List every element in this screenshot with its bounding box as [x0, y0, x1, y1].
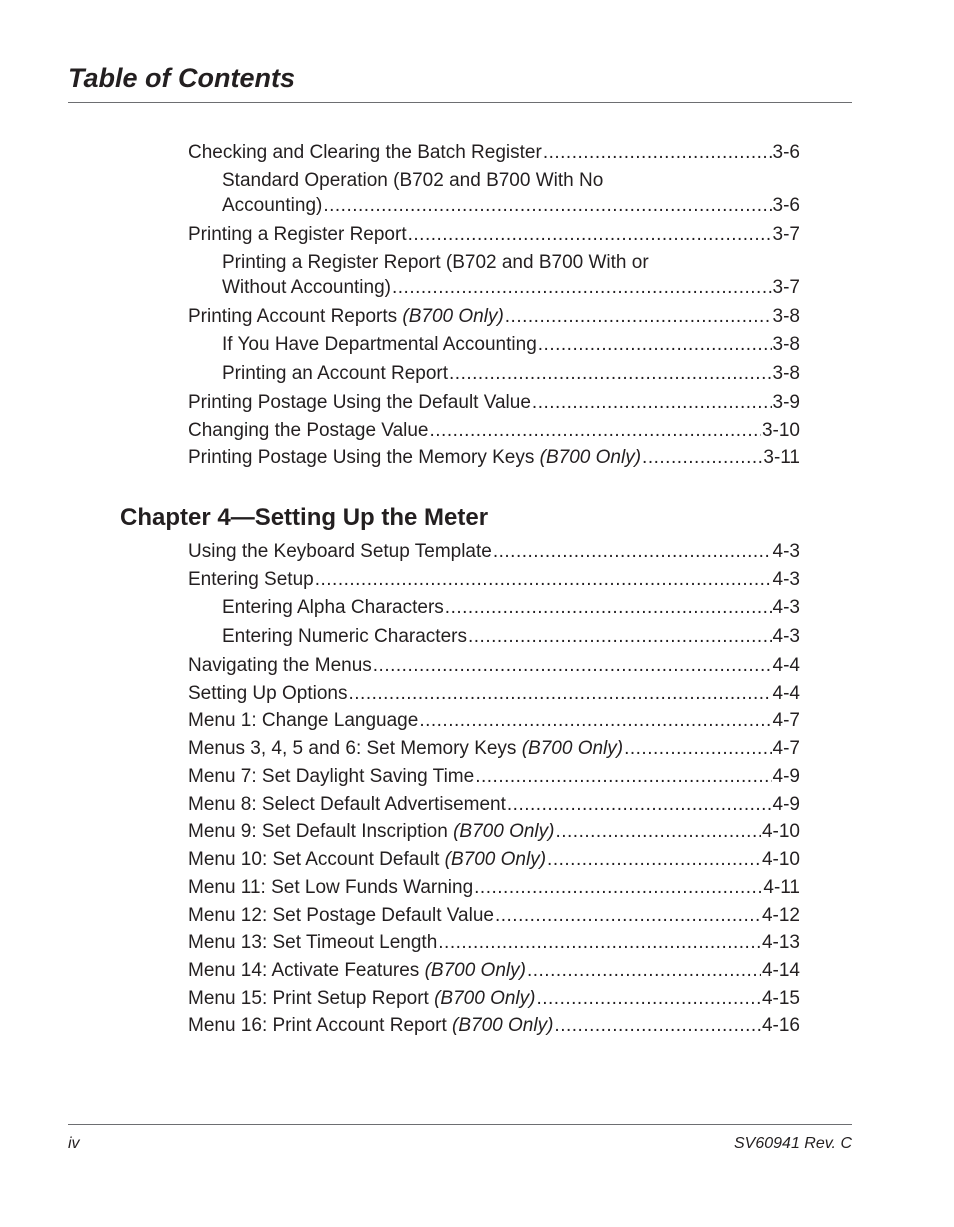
toc-entry-title: Changing the Postage Value: [188, 420, 429, 441]
toc-entry: [188, 958, 800, 983]
dot-leader: [507, 792, 772, 817]
toc-entry-title: Printing Account Reports (B700 Only): [188, 306, 504, 327]
toc-entry-page: 4-7: [772, 738, 800, 759]
toc-entry: [188, 390, 800, 415]
toc-entry-title: Menu 16: Print Account Report (B700 Only): [188, 1015, 554, 1036]
toc-entry: [188, 930, 800, 955]
toc-entry-page: 4-9: [772, 766, 800, 787]
toc-entry-page: 3-8: [772, 334, 800, 355]
toc-entry-title: Setting Up Options: [188, 683, 348, 704]
toc-entry-page: 4-9: [772, 794, 800, 815]
toc-entry: [188, 539, 800, 564]
toc-entry: [188, 708, 800, 733]
toc-entry-page: 4-11: [763, 877, 800, 898]
dot-leader: [538, 332, 772, 357]
toc-entry-page: 4-3: [772, 541, 800, 562]
toc-entry-page: 3-8: [772, 306, 800, 327]
toc-entry: [188, 222, 800, 247]
toc-entry-page: 4-3: [772, 569, 800, 590]
toc-entry-page: 4-14: [761, 960, 800, 981]
toc-entry: [188, 903, 800, 928]
toc-entry-model-note: (B700 Only): [539, 447, 642, 468]
toc-entry: [222, 168, 800, 218]
toc-entry-page: 4-3: [772, 626, 800, 647]
toc-entry-title: Menu 13: Set Timeout Length: [188, 932, 438, 953]
dot-leader: [430, 418, 761, 443]
toc-entry-title: Menus 3, 4, 5 and 6: Set Memory Keys (B700 Only): [188, 738, 624, 759]
toc-entry-model-note: (B700 Only): [453, 821, 555, 842]
toc-entry: [188, 986, 800, 1011]
toc-entry: [188, 140, 800, 165]
toc-entry-title: Menu 8: Select Default Advertisement: [188, 794, 506, 815]
toc-entry-page: 4-4: [772, 683, 800, 704]
dot-leader: [642, 445, 762, 470]
toc-entry: [188, 653, 800, 678]
toc-entry: [188, 681, 800, 706]
dot-leader: [438, 930, 761, 955]
toc-entry-model-note: (B700 Only): [521, 738, 624, 759]
toc-entry-title: Menu 15: Print Setup Report (B700 Only): [188, 988, 536, 1009]
toc-entry-title: Menu 1: Change Language: [188, 710, 419, 731]
toc-entry-title: Printing Postage Using the Memory Keys (B700 Only): [188, 447, 642, 468]
toc-entry-title: Entering Setup: [188, 569, 314, 590]
toc-entry-title: If You Have Departmental Accounting: [222, 334, 537, 355]
footer-divider: [68, 1124, 852, 1125]
toc-entry: [188, 875, 800, 900]
toc-entry: [222, 332, 800, 357]
toc-entry-title: Menu 10: Set Account Default (B700 Only): [188, 849, 547, 870]
toc-entry-title: Printing an Account Report: [222, 363, 449, 384]
toc-entry-title: Menu 12: Set Postage Default Value: [188, 905, 494, 926]
toc-entry-model-note: (B700 Only): [434, 988, 536, 1009]
toc-entry-page: 3-10: [761, 420, 800, 441]
toc-entry-page: 3-8: [772, 363, 800, 384]
toc-entry: [222, 624, 800, 649]
dot-leader: [373, 653, 772, 678]
toc-entry-title-line: Standard Operation (B702 and B700 With No: [222, 170, 604, 191]
toc-entry: [188, 1013, 800, 1038]
dot-leader: [493, 539, 772, 564]
toc-entry-title: Entering Alpha Characters: [222, 597, 444, 618]
toc-entry-title: Without Accounting): [222, 277, 391, 298]
dot-leader: [505, 304, 772, 329]
toc-entry-title-line: Printing a Register Report (B702 and B700 With or: [222, 252, 649, 273]
toc-entry: [222, 595, 800, 620]
toc-entry: [188, 418, 800, 443]
toc-entry-title: Printing Postage Using the Default Value: [188, 392, 531, 413]
dot-leader: [392, 275, 772, 300]
toc-entry-page: 4-16: [761, 1015, 800, 1036]
dot-leader: [408, 222, 772, 247]
toc-entry-page: 4-7: [772, 710, 800, 731]
toc-entry-page: 3-7: [772, 277, 800, 298]
toc-entry-title: Accounting): [222, 195, 323, 216]
toc-entry-model-note: (B700 Only): [444, 849, 547, 870]
toc-entry-page: 3-11: [763, 447, 800, 468]
toc-entry: [188, 819, 800, 844]
dot-leader: [474, 875, 762, 900]
dot-leader: [449, 361, 772, 386]
dot-leader: [348, 681, 771, 706]
dot-leader: [315, 567, 772, 592]
toc-entry-title: Menu 9: Set Default Inscription (B700 Only): [188, 821, 555, 842]
dot-leader: [495, 903, 761, 928]
toc-entry-title: Printing a Register Report: [188, 224, 407, 245]
toc-entry: [188, 847, 800, 872]
toc-entry: [222, 361, 800, 386]
toc-entry-title: Menu 11: Set Low Funds Warning: [188, 877, 474, 898]
dot-leader: [468, 624, 772, 649]
toc-entry-page: 3-9: [772, 392, 800, 413]
footer-document-id: SV60941 Rev. C: [734, 1135, 852, 1152]
toc-entry-title: Checking and Clearing the Batch Register: [188, 142, 542, 163]
toc-entry-page: 4-12: [761, 905, 800, 926]
dot-leader: [554, 1013, 761, 1038]
toc-entry: [188, 736, 800, 761]
page-title: Table of Contents: [68, 63, 295, 93]
dot-leader: [475, 764, 771, 789]
toc-entry-title: Navigating the Menus: [188, 655, 372, 676]
toc-entry-title: Entering Numeric Characters: [222, 626, 467, 647]
dot-leader: [532, 390, 772, 415]
toc-entry: [188, 792, 800, 817]
dot-leader: [543, 140, 772, 165]
dot-leader: [527, 958, 761, 983]
dot-leader: [445, 595, 772, 620]
toc-entry-title: Menu 14: Activate Features (B700 Only): [188, 960, 526, 981]
dot-leader: [555, 819, 761, 844]
dot-leader: [323, 193, 771, 218]
toc-entry-page: 4-10: [761, 821, 800, 842]
toc-entry-model-note: (B700 Only): [452, 1015, 554, 1036]
toc-entry: [188, 567, 800, 592]
footer-page-number: iv: [68, 1135, 80, 1152]
toc-entry-page: 4-13: [761, 932, 800, 953]
header-divider: [68, 102, 852, 103]
toc-entry-model-note: (B700 Only): [402, 306, 504, 327]
dot-leader: [547, 847, 761, 872]
toc-entry-title: Menu 7: Set Daylight Saving Time: [188, 766, 475, 787]
toc-entry-page: 3-7: [772, 224, 800, 245]
toc-entry-title: Using the Keyboard Setup Template: [188, 541, 492, 562]
toc-entry: [188, 445, 800, 470]
toc-entry-page: 3-6: [772, 142, 800, 163]
toc-entry: [188, 304, 800, 329]
toc-entry-page: 3-6: [772, 195, 800, 216]
dot-leader: [624, 736, 771, 761]
toc-entry: [188, 764, 800, 789]
toc-entry-page: 4-3: [772, 597, 800, 618]
dot-leader: [419, 708, 771, 733]
toc-entry-page: 4-4: [772, 655, 800, 676]
toc-entry-page: 4-10: [761, 849, 800, 870]
toc-entry: [222, 250, 800, 300]
chapter-heading: Chapter 4—Setting Up the Meter: [120, 504, 489, 531]
dot-leader: [536, 986, 761, 1011]
toc-entry-page: 4-15: [761, 988, 800, 1009]
toc-entry-model-note: (B700 Only): [424, 960, 526, 981]
